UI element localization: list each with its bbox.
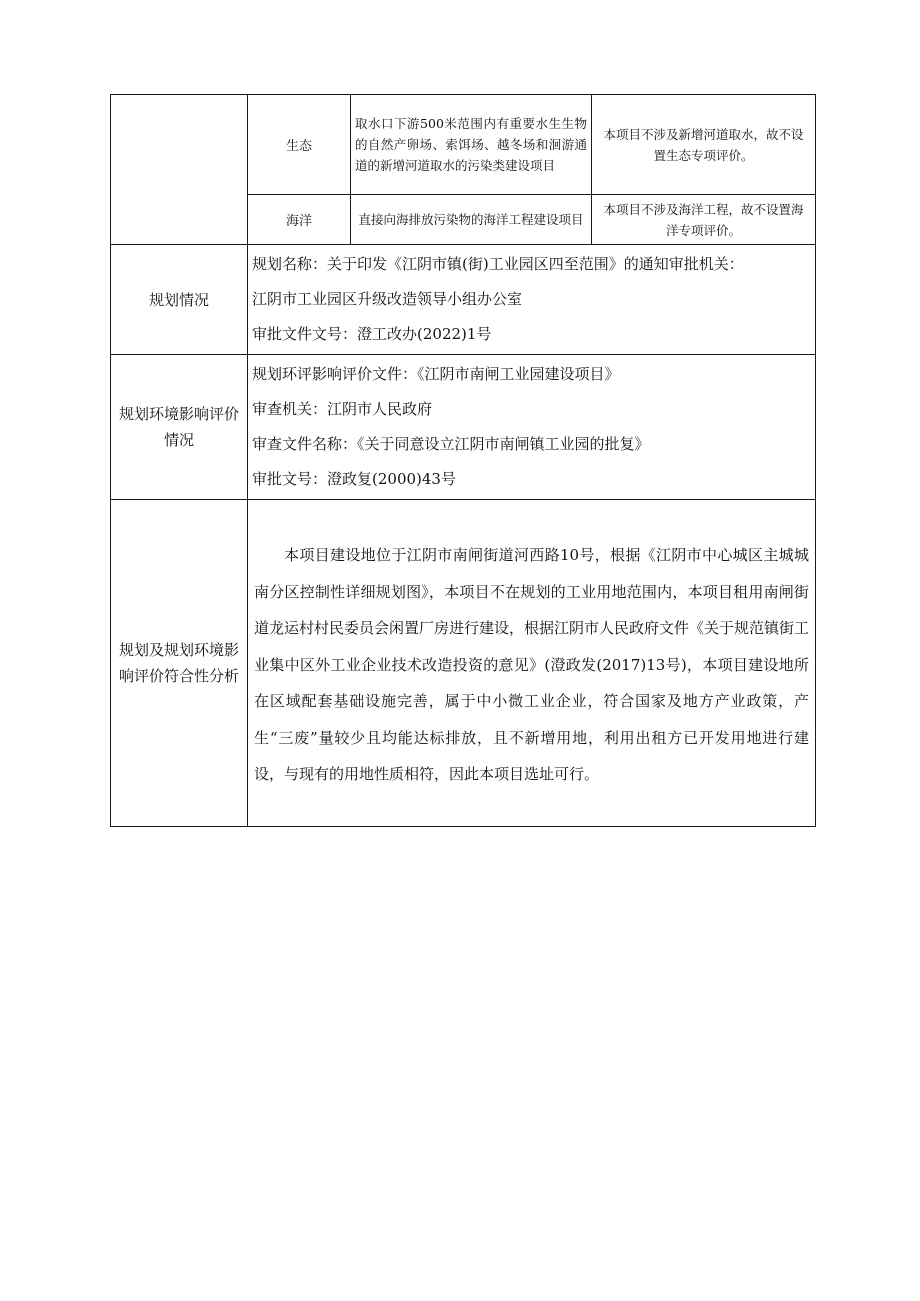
ocean-conclusion: 本项目不涉及海洋工程，故不设置海洋专项评价。 bbox=[592, 195, 816, 245]
conformity-row bbox=[111, 500, 816, 827]
planning-line: 江阴市工业园区升级改造领导小组办公室 bbox=[252, 290, 523, 308]
planning-line: 审批文件文号：澄工改办(2022)1号 bbox=[252, 325, 492, 343]
eia-line: 规划环评影响评价文件：《江阴市南闸工业园建设项目》 bbox=[252, 365, 620, 383]
ecology-conclusion: 本项目不涉及新增河道取水，故不设置生态专项评价。 bbox=[592, 95, 816, 195]
ecology-row bbox=[111, 95, 816, 195]
conformity-paragraph: 本项目建设地位于江阴市南闸街道河西路10号，根据《江阴市中心城区主城城南分区控制性详细规划图》，本项目不在规划的工业用地范围内，本项目租用南闸街道龙运村村民委员会闲置厂房进行建设，根据江阴市人民政府文件《关于规范镇街工业集中区外工业企业技术改造投资的意见》(澄政发(2017)13号)，本项目建设地所在区域配套基础设施完善，属于中小微工业企业，符合国家及地方产业政策，产生“三废”量较少且均能达标排放，且不新增用地，利用出租方已开发用地进行建设，与现有的用地性质相符，因此本项目选址可行。 bbox=[254, 546, 810, 784]
ocean-criterion: 直接向海排放污染物的海洋工程建设项目 bbox=[351, 195, 592, 245]
planning-content bbox=[248, 245, 816, 355]
eia-line: 审查机关：江阴市人民政府 bbox=[252, 400, 433, 418]
conformity-content bbox=[248, 500, 816, 827]
eia-label: 规划环境影响评价情况 bbox=[111, 355, 248, 500]
ecology-criterion: 取水口下游500米范围内有重要水生生物的自然产卵场、索饵场、越冬场和洄游通道的新增河道取水的污染类建设项目 bbox=[351, 95, 592, 195]
eia-line: 审批文号：澄政复(2000)43号 bbox=[252, 470, 456, 488]
eia-line: 审查文件名称：《关于同意设立江阴市南闸镇工业园的批复》 bbox=[252, 435, 650, 453]
eia-row bbox=[111, 355, 816, 500]
ocean-category: 海洋 bbox=[248, 195, 351, 245]
assessment-table bbox=[110, 94, 816, 827]
eia-content bbox=[248, 355, 816, 500]
planning-line: 规划名称：关于印发《江阴市镇(街)工业园区四至范围》的通知审批机关： bbox=[252, 255, 744, 273]
merged-empty-cell bbox=[111, 95, 248, 245]
planning-label: 规划情况 bbox=[111, 245, 248, 355]
planning-row bbox=[111, 245, 816, 355]
conformity-label: 规划及规划环境影响评价符合性分析 bbox=[111, 500, 248, 827]
ecology-category: 生态 bbox=[248, 95, 351, 195]
